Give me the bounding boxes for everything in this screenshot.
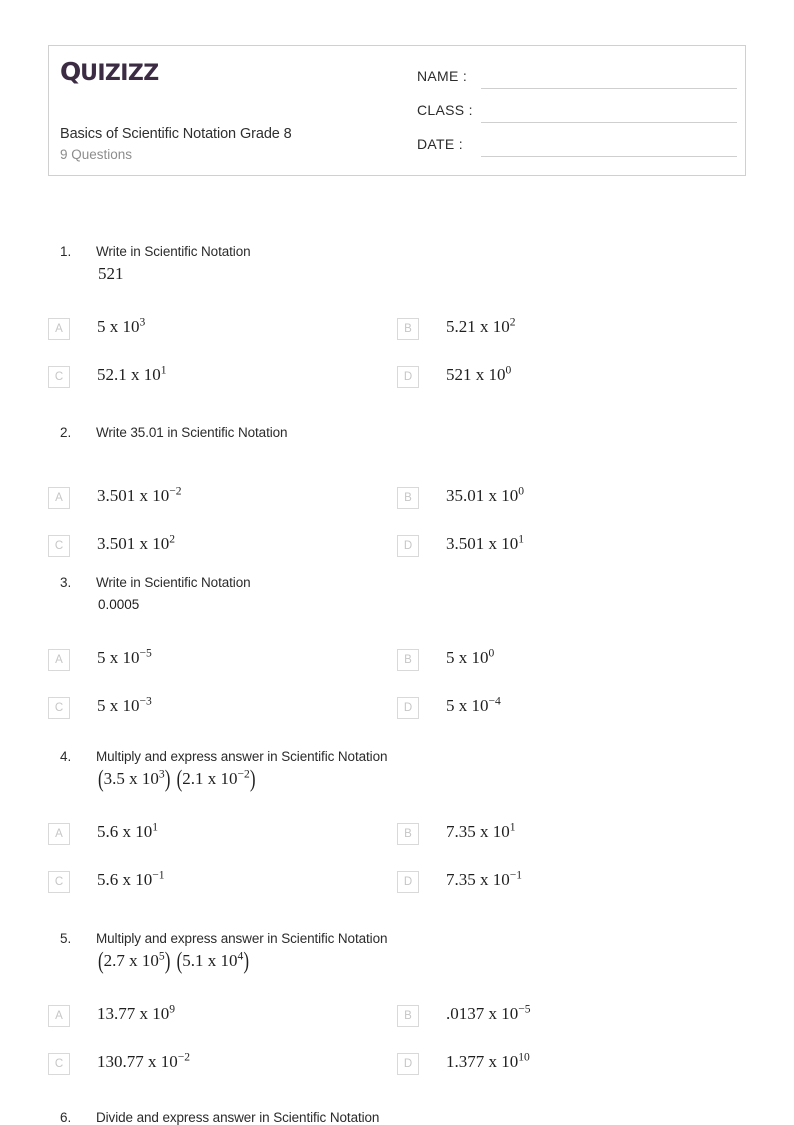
option-text xyxy=(446,486,524,506)
option-text xyxy=(446,822,516,842)
math-mantissa: 5 x 10 xyxy=(446,648,489,667)
math-paren-group xyxy=(98,764,171,793)
option-letter-box-b[interactable]: B xyxy=(397,823,419,845)
math-mantissa: 3.501 x 10 xyxy=(446,534,519,553)
answer-option[interactable] xyxy=(397,532,525,557)
option-letter-box-d[interactable]: D xyxy=(397,697,419,719)
math-exponent: 0 xyxy=(488,646,495,660)
answer-option[interactable] xyxy=(48,694,152,719)
math-mantissa: 130.77 x 10 xyxy=(97,1052,178,1071)
math-exponent: −1 xyxy=(509,868,523,882)
math-exponent: −2 xyxy=(169,484,182,498)
answer-option[interactable] xyxy=(48,532,176,557)
question-number: 5. xyxy=(60,931,72,946)
quizizz-logo xyxy=(60,59,159,85)
math-mantissa: 5 x 10 xyxy=(446,696,489,715)
math-mantissa: 1.377 x 10 xyxy=(446,1052,519,1071)
option-text xyxy=(446,317,516,337)
option-text xyxy=(97,1004,175,1024)
math-mantissa: 3.5 x 10 xyxy=(103,769,159,788)
option-letter-box-d[interactable]: D xyxy=(397,366,419,388)
answer-option[interactable] xyxy=(48,484,182,509)
left-paren: ( xyxy=(176,764,183,793)
math-exponent: 9 xyxy=(169,1002,176,1016)
name-field-row xyxy=(417,68,737,102)
option-text xyxy=(97,870,165,890)
question-value: 521 xyxy=(98,264,124,283)
math-exponent: −5 xyxy=(518,1002,531,1016)
math-exponent: 1 xyxy=(518,532,525,546)
math-exponent: −2 xyxy=(177,1050,191,1064)
math-paren-group xyxy=(176,946,249,975)
option-letter-box-a[interactable]: A xyxy=(48,823,70,845)
left-paren: ( xyxy=(98,764,104,793)
math-exponent: 3 xyxy=(158,767,165,781)
math-exponent: −2 xyxy=(237,767,250,781)
date-field-row xyxy=(417,136,737,170)
option-text xyxy=(97,648,152,668)
question-text: Write in Scientific Notation xyxy=(96,244,251,259)
answer-option[interactable] xyxy=(397,1002,531,1027)
option-letter-box-c[interactable]: C xyxy=(48,871,70,893)
answer-option[interactable] xyxy=(48,868,165,893)
option-letter-box-b[interactable]: B xyxy=(397,1005,419,1027)
question-expression xyxy=(98,946,249,975)
math-mantissa: 13.77 x 10 xyxy=(97,1004,170,1023)
answer-option[interactable] xyxy=(48,820,159,845)
option-letter-box-a[interactable]: A xyxy=(48,318,70,340)
question-number: 4. xyxy=(60,749,72,764)
math-exponent: −5 xyxy=(139,646,152,660)
option-letter-box-c[interactable]: C xyxy=(48,366,70,388)
math-mantissa: 7.35 x 10 xyxy=(446,822,510,841)
option-letter-box-a[interactable]: A xyxy=(48,487,70,509)
class-field-row xyxy=(417,102,737,136)
math-exponent: 0 xyxy=(518,484,525,498)
answer-option[interactable] xyxy=(48,363,167,388)
answer-option[interactable] xyxy=(48,1002,176,1027)
option-letter-box-c[interactable]: C xyxy=(48,535,70,557)
option-text xyxy=(446,534,524,554)
left-paren: ( xyxy=(98,946,104,975)
date-input-line[interactable] xyxy=(481,136,737,157)
math-exponent: 1 xyxy=(160,363,167,377)
question-number: 6. xyxy=(60,1110,72,1125)
option-text xyxy=(446,1052,530,1072)
right-paren: ) xyxy=(164,764,171,793)
option-letter-box-d[interactable]: D xyxy=(397,871,419,893)
question-number: 2. xyxy=(60,425,72,440)
math-mantissa: .0137 x 10 xyxy=(446,1004,519,1023)
math-mantissa: 521 x 10 xyxy=(446,365,506,384)
math-mantissa: 5.21 x 10 xyxy=(446,317,510,336)
question-count-label: 9 Questions xyxy=(60,147,133,162)
option-text xyxy=(97,534,175,554)
math-mantissa: 5 x 10 xyxy=(97,696,140,715)
math-mantissa: 5.6 x 10 xyxy=(97,870,153,889)
math-exponent: −3 xyxy=(139,694,152,708)
option-text xyxy=(97,1052,190,1072)
math-exponent: −1 xyxy=(152,868,165,882)
name-field-label: NAME : xyxy=(417,68,468,84)
math-paren-group xyxy=(98,946,171,975)
answer-option[interactable] xyxy=(48,1050,191,1075)
option-letter-box-d[interactable]: D xyxy=(397,535,419,557)
option-text xyxy=(446,870,522,890)
option-letter-box-a[interactable]: A xyxy=(48,649,70,671)
math-mantissa: 5 x 10 xyxy=(97,648,140,667)
option-text xyxy=(97,822,158,842)
option-text xyxy=(97,365,167,385)
answer-option[interactable] xyxy=(48,646,152,671)
worksheet-header-card xyxy=(48,45,746,176)
option-text xyxy=(446,1004,531,1024)
answer-option[interactable] xyxy=(397,820,516,845)
math-mantissa: 2.1 x 10 xyxy=(182,769,238,788)
math-mantissa: 35.01 x 10 xyxy=(446,486,519,505)
question-number: 3. xyxy=(60,575,72,590)
logo-wordmark: UIZIZZ xyxy=(80,61,159,86)
math-mantissa: 52.1 x 10 xyxy=(97,365,161,384)
class-field-label: CLASS : xyxy=(417,102,473,118)
math-mantissa: 3.501 x 10 xyxy=(97,486,170,505)
question-text: Multiply and express answer in Scientific Notation xyxy=(96,931,388,946)
math-mantissa: 3.501 x 10 xyxy=(97,534,170,553)
page-title: Basics of Scientific Notation Grade 8 xyxy=(60,126,292,142)
question-value: 0.0005 xyxy=(98,597,140,612)
math-exponent: 2 xyxy=(169,532,176,546)
option-text xyxy=(446,365,511,385)
right-paren: ) xyxy=(243,946,249,975)
option-letter-box-c[interactable]: C xyxy=(48,1053,70,1075)
answer-option[interactable] xyxy=(397,484,525,509)
option-letter-box-b[interactable]: B xyxy=(397,318,419,340)
option-letter-box-d[interactable]: D xyxy=(397,1053,419,1075)
math-mantissa: 5 x 10 xyxy=(97,317,140,336)
math-mantissa: 7.35 x 10 xyxy=(446,870,510,889)
math-mantissa: 5.6 x 10 xyxy=(97,822,153,841)
answer-option[interactable] xyxy=(48,315,146,340)
option-text xyxy=(446,696,501,716)
math-exponent: 5 xyxy=(158,949,165,963)
math-exponent: 1 xyxy=(509,820,516,834)
option-letter-box-b[interactable]: B xyxy=(397,487,419,509)
class-input-line[interactable] xyxy=(481,102,737,123)
question-number: 1. xyxy=(60,244,72,259)
question-text: Write 35.01 in Scientific Notation xyxy=(96,425,288,440)
option-text xyxy=(97,696,152,716)
math-exponent: −4 xyxy=(488,694,501,708)
right-paren: ) xyxy=(249,764,256,793)
name-input-line[interactable] xyxy=(481,68,737,89)
question-text: Multiply and express answer in Scientific Notation xyxy=(96,749,388,764)
answer-option[interactable] xyxy=(397,694,501,719)
date-field-label: DATE : xyxy=(417,136,463,152)
option-letter-box-a[interactable]: A xyxy=(48,1005,70,1027)
left-paren: ( xyxy=(176,946,183,975)
student-info-fields xyxy=(417,68,737,170)
math-exponent: 10 xyxy=(518,1050,530,1064)
math-exponent: 2 xyxy=(509,315,516,329)
math-exponent: 4 xyxy=(237,949,244,963)
question-text: Write in Scientific Notation xyxy=(96,575,251,590)
answer-option[interactable] xyxy=(397,646,495,671)
option-text xyxy=(446,648,494,668)
math-exponent: 1 xyxy=(152,820,159,834)
option-letter-box-b[interactable]: B xyxy=(397,649,419,671)
question-text: Divide and express answer in Scientific Notation xyxy=(96,1110,380,1125)
answer-option[interactable] xyxy=(397,363,512,388)
answer-option[interactable] xyxy=(397,868,523,893)
question-expression xyxy=(98,764,256,793)
math-exponent: 0 xyxy=(505,363,512,377)
option-letter-box-c[interactable]: C xyxy=(48,697,70,719)
answer-option[interactable] xyxy=(397,315,516,340)
math-paren-group xyxy=(176,764,256,793)
math-exponent: 3 xyxy=(139,315,146,329)
right-paren: ) xyxy=(164,946,171,975)
option-text xyxy=(97,486,182,506)
math-mantissa: 2.7 x 10 xyxy=(103,951,159,970)
logo-q-glyph: Q xyxy=(60,57,81,86)
answer-option[interactable] xyxy=(397,1050,530,1075)
option-text xyxy=(97,317,145,337)
math-mantissa: 5.1 x 10 xyxy=(182,951,238,970)
